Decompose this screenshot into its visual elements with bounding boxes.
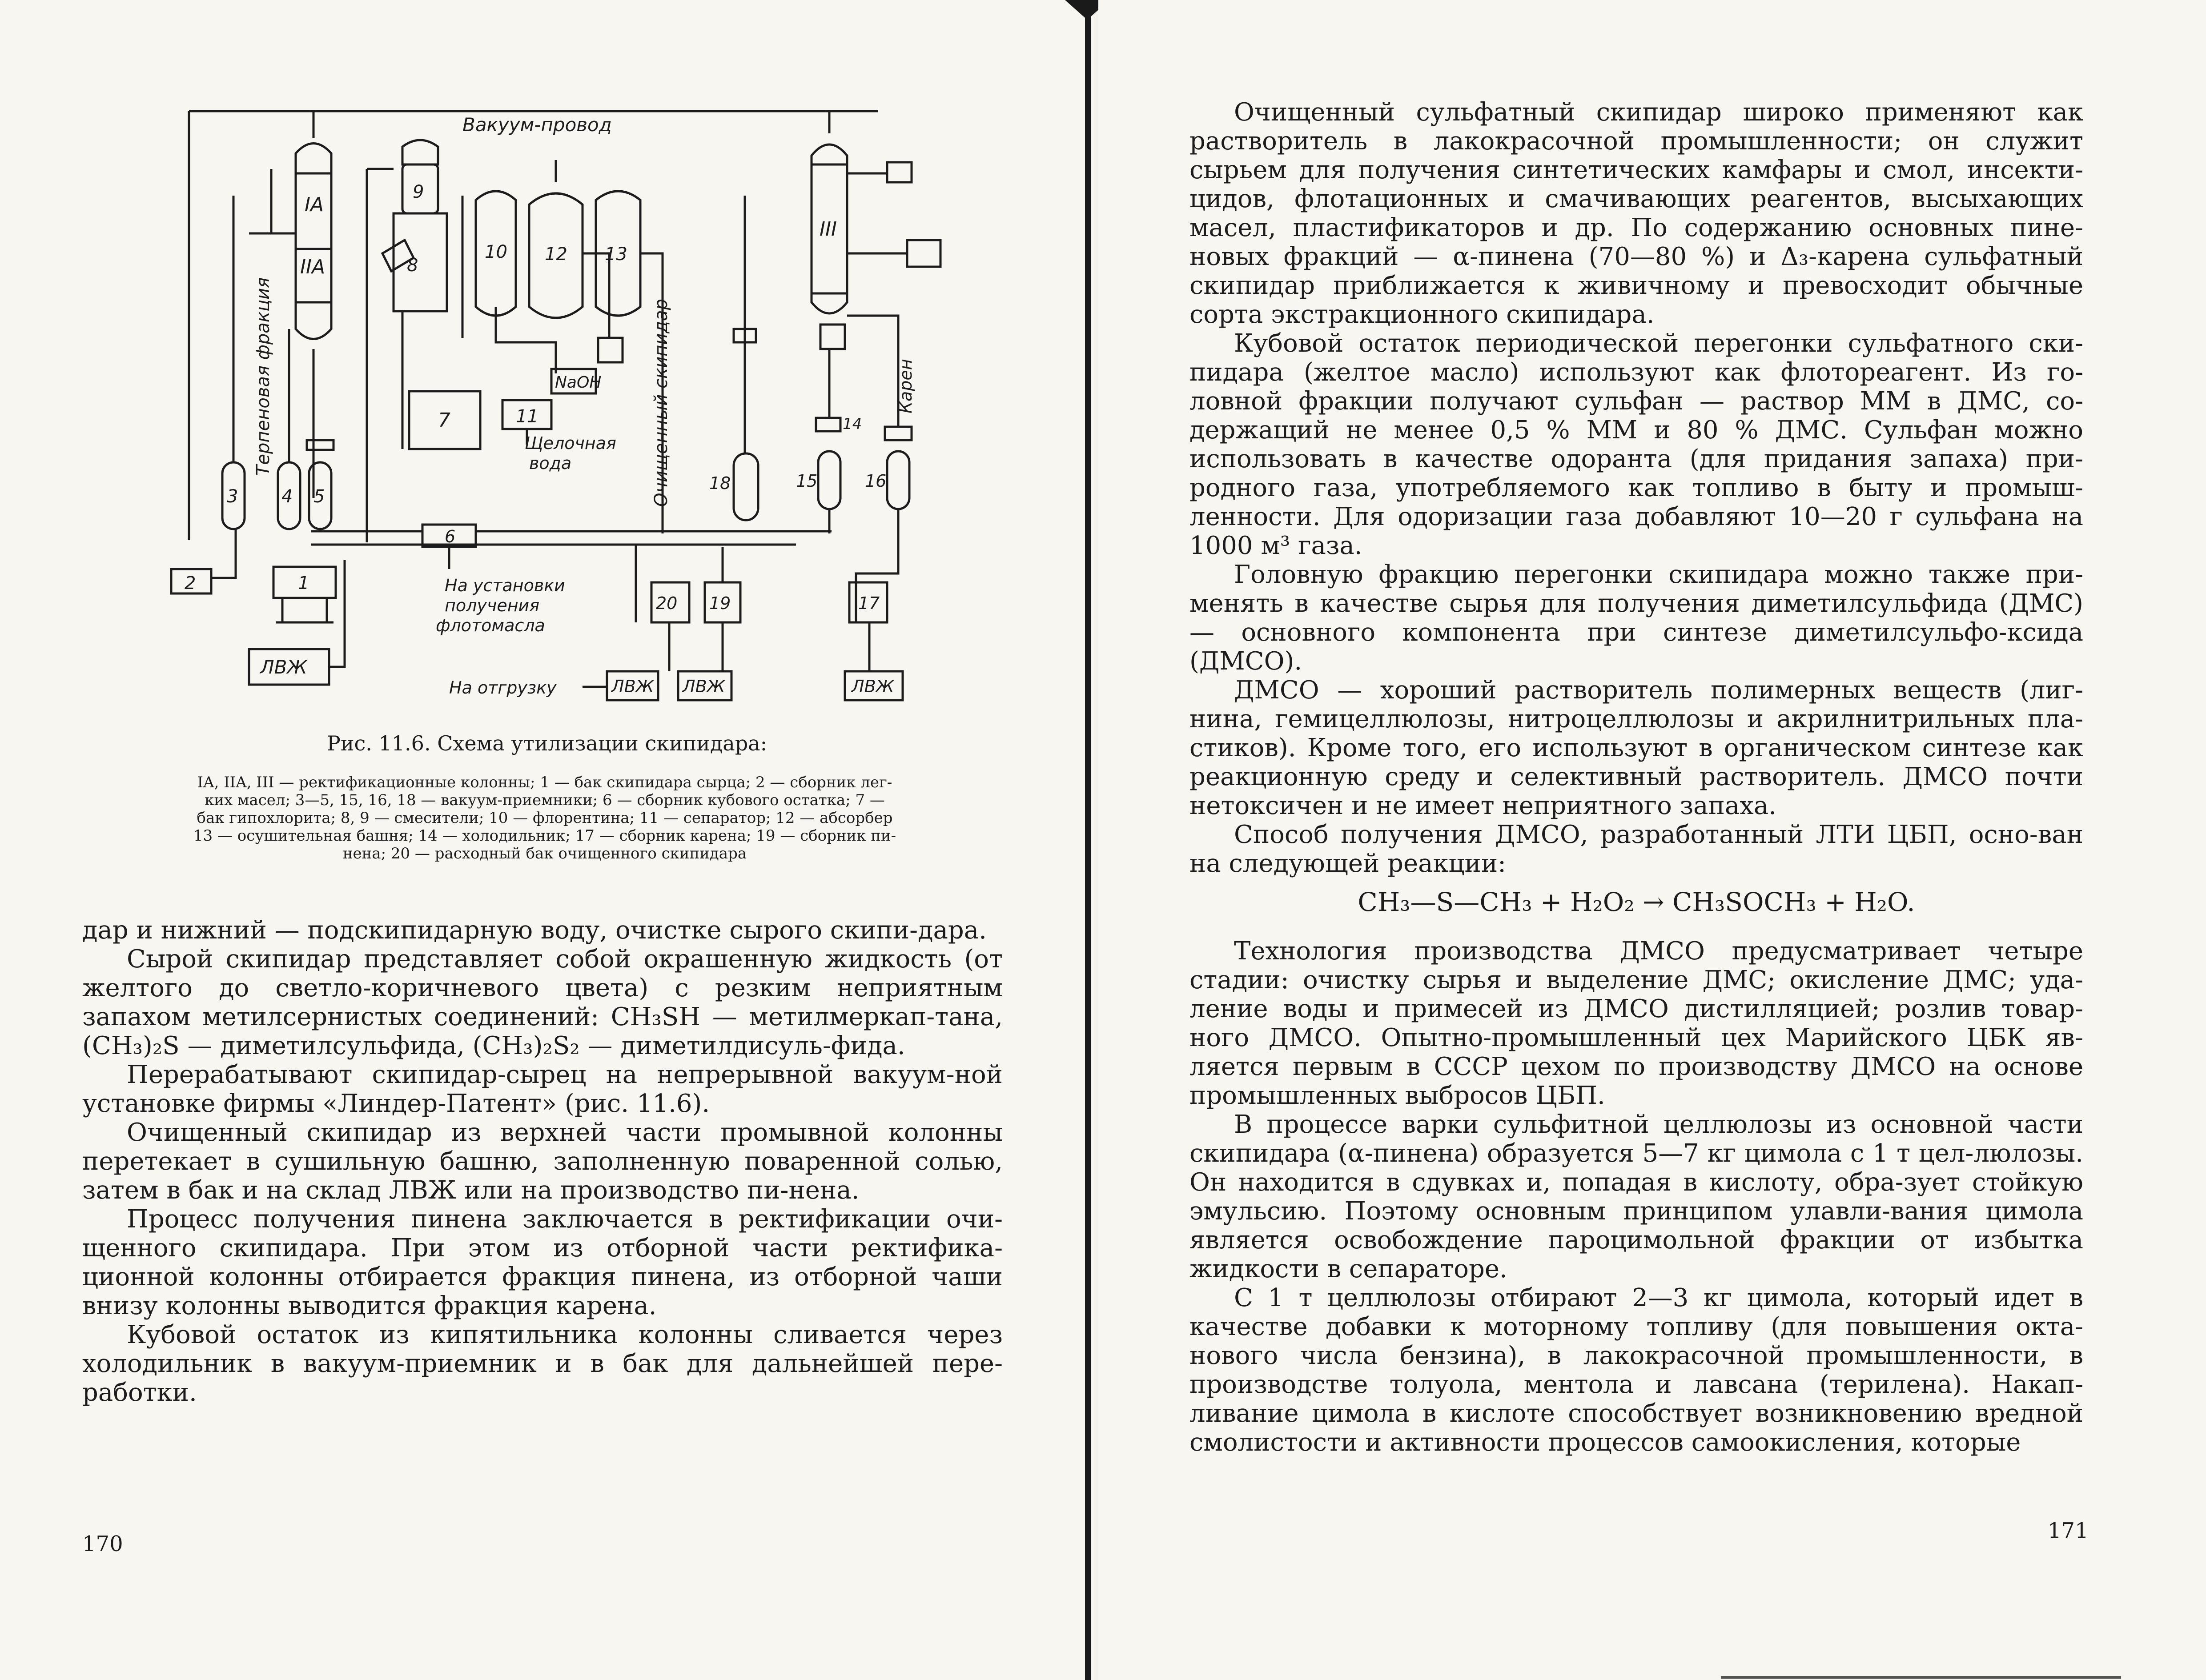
svg-text:19: 19: [709, 593, 731, 613]
svg-text:14: 14: [843, 415, 862, 433]
svg-text:4: 4: [281, 486, 293, 507]
svg-text:17: 17: [858, 593, 880, 613]
right-page: [1098, 0, 2206, 1680]
turpentine-utilization-diagram: [169, 107, 916, 720]
paragraph: С 1 т целлюлозы отбирают 2—3 кг цимола, который идет в качестве добавки к моторному топливу (для повышения окта-нового числа бензина), в лакокрасочной промышленности, в производстве толуола, ментола и лавсана (терилена). Накап-ливание цимола в кислоте способствует возникновению вредной смолистости и активности процессов самоокисления, которые: [1189, 1283, 2083, 1457]
mixer-8-9: [382, 140, 447, 311]
paragraph: Кубовой остаток периодической перегонки сульфатного ски-пидара (желтое масло) используют как флотореагент. Из го-ловной фракции получают сульфан — раствор ММ в ДМС, со-держащий не менее 0,5 % ММ и 80 % ДМС. Сульфан можно использовать в качестве одоранта (для придания запаха) при-родного газа, употребляемого как топливо в быту и промыш-ленности. Для одоризации газа добавляют 10—20 г сульфана на 1000 м³ газа.: [1189, 329, 2083, 560]
column-iii: [812, 111, 847, 313]
svg-text:9: 9: [413, 182, 424, 202]
paragraph: Технология производства ДМСО предусматривает четыре стадии: очистку сырья и выделение ДМС; окисление ДМС; уда-ление воды и примесей из ДМСО дистилляцией; розлив товар-ного ДМСО. Опытно-промышленный цех Марийского ЦБК яв-ляется первым в СССР цехом по производству ДМСО на основе промышленных выбросов ЦБП.: [1189, 937, 2083, 1110]
paragraph: Сырой скипидар представляет собой окрашенную жидкость (от желтого до светло-коричневого цвета) с резким неприятным запахом метилсернистых соединений: CH₃SH — метилмеркап-тана, (CH₃)₂S — диметилсульфида, (CH₃)₂S₂ — диметилдисуль-фида.: [82, 945, 1003, 1060]
svg-text:флотомасла: флотомасла: [436, 616, 545, 635]
svg-text:13: 13: [605, 244, 627, 265]
page-number-right: 171: [2048, 1518, 2089, 1543]
column-ia-iia: [296, 111, 331, 339]
figure-caption-legend: IA, IIA, III — ректификационные колонны; 1 — бак скипидара сырца; 2 — сборник лег- ких масел; 3—5, 15, 16, 18 — вакуум-приемники; 6 — сборник кубового остатка; 7 — бак гипохлорита; 8, 9 — смесители; 10 — флорентина; 11 — сепаратор; 12 — абсорбер 13 — осушительная башня; 14 — холодильник; 17 — сборник карена; 19 — сборник пи- нена; 20 — расходный бак очищенного скипидара: [193, 774, 896, 862]
svg-text:На отгрузку: На отгрузку: [449, 678, 557, 698]
paragraph: Головную фракцию перегонки скипидара можно также при-менять в качестве сырья для получения диметилсульфида (ДМС) — основного компонента при синтезе диметилсульфо-ксида (ДМСО).: [1189, 560, 2083, 676]
figure-caption-title: Рис. 11.6. Схема утилизации скипидара:: [326, 731, 767, 755]
paragraph: В процессе варки сульфитной целлюлозы из основной части скипидара (α-пинена) образуется 5—7 кг цимола с 1 т цел-люлозы. Он находится в сдувках и, попадая в кислоту, обра-зует стойкую эмульсию. Поэтому основным принципом улавли-вания цимола является освобождение пароцимольной фракции от избытка жидкости в сепараторе.: [1189, 1110, 2083, 1283]
svg-text:20: 20: [656, 593, 678, 613]
svg-text:ЛВЖ: ЛВЖ: [260, 656, 307, 678]
svg-text:6: 6: [445, 527, 456, 546]
paragraph: Перерабатывают скипидар-сырец на непрерывной вакуум-ной установке фирмы «Линдер-Патент» (рис. 11.6).: [82, 1060, 1003, 1118]
svg-text:8: 8: [407, 255, 418, 276]
receiver-16: [887, 451, 909, 509]
receiver-18: [734, 453, 758, 520]
svg-text:5: 5: [313, 486, 325, 507]
svg-text:вода: вода: [529, 453, 572, 473]
vacuum-label: Вакуум-провод: [462, 114, 612, 136]
svg-text:1: 1: [298, 573, 309, 593]
svg-text:IA: IA: [305, 193, 324, 216]
svg-text:Очищенный скипидар: Очищенный скипидар: [651, 299, 671, 507]
svg-text:III: III: [820, 218, 837, 241]
svg-text:18: 18: [709, 473, 731, 493]
book-spine: [1085, 0, 1091, 1680]
svg-text:получения: получения: [445, 596, 540, 615]
svg-text:ЛВЖ: ЛВЖ: [683, 677, 725, 696]
svg-text:На установки: На установки: [445, 576, 565, 595]
paragraph: Очищенный скипидар из верхней части промывной колонны перетекает в сушильную башню, заполненную поваренной солью, затем в бак и на склад ЛВЖ или на производство пи-нена.: [82, 1118, 1003, 1205]
svg-text:ЛВЖ: ЛВЖ: [611, 677, 654, 696]
paragraph: Процесс получения пинена заключается в ректификации очи-щенного скипидара. При этом из отборной части ректифика-ционной колонны отбирается фракция пинена, из отборной чаши внизу колонны выводится фракция карена.: [82, 1205, 1003, 1320]
svg-text:15: 15: [796, 471, 818, 491]
receiver-15: [818, 451, 840, 509]
paragraph: дар и нижний — подскипидарную воду, очистке сырого скипи-дара.: [82, 916, 987, 945]
paragraph: ДМСО — хороший растворитель полимерных веществ (лиг-нина, гемицеллюлозы, нитроцеллюлозы и акрилнитрильных пла-стиков). Кроме того, его используют в органическом синтезе как реакционную среду и селективный растворитель. ДМСО почти нетоксичен и не имеет неприятного запаха.: [1189, 676, 2083, 820]
svg-text:NaOH: NaOH: [555, 373, 602, 392]
cooler-14: [816, 418, 840, 431]
svg-text:IIA: IIA: [300, 256, 325, 278]
left-body-text: [82, 916, 1003, 1407]
chemical-equation: CH₃—S—CH₃ + H₂O₂ → CH₃SOCH₃ + H₂O.: [1358, 887, 1915, 917]
svg-text:16: 16: [865, 471, 887, 491]
svg-text:Щелочная: Щелочная: [525, 433, 616, 453]
svg-text:2: 2: [185, 573, 196, 593]
svg-text:10: 10: [485, 242, 507, 262]
svg-text:Карен: Карен: [896, 359, 916, 413]
svg-text:7: 7: [438, 409, 450, 432]
left-page: [0, 0, 1094, 1680]
bottom-rule: [1721, 1676, 2121, 1679]
page-number-left: 170: [82, 1532, 123, 1556]
right-body-text: [1189, 98, 2083, 1457]
paragraph: Очищенный сульфатный скипидар широко применяют как растворитель в лакокрасочной промышленности; он служит сырьем для получения синтетических камфары и смол, инсекти-цидов, флотационных и смачивающих реагентов, высыхающих масел, пластификаторов и др. По содержанию основных пине-новых фракций — α-пинена (70—80 %) и Δ₃-карена сульфатный скипидар приближается к живичному и превосходит обычные сорта экстракционного скипидара.: [1189, 98, 2083, 329]
paragraph: Способ получения ДМСО, разработанный ЛТИ ЦБП, осно-ван на следующей реакции:: [1189, 820, 2083, 878]
paragraph: Кубовой остаток из кипятильника колонны сливается через холодильник в вакуум-приемник и в бак для дальнейшей пере-работки.: [82, 1320, 1003, 1407]
svg-text:Терпеновая фракция: Терпеновая фракция: [253, 277, 273, 476]
svg-text:3: 3: [227, 486, 238, 507]
svg-text:11: 11: [516, 406, 538, 427]
svg-text:12: 12: [545, 244, 567, 265]
svg-text:ЛВЖ: ЛВЖ: [852, 677, 894, 696]
